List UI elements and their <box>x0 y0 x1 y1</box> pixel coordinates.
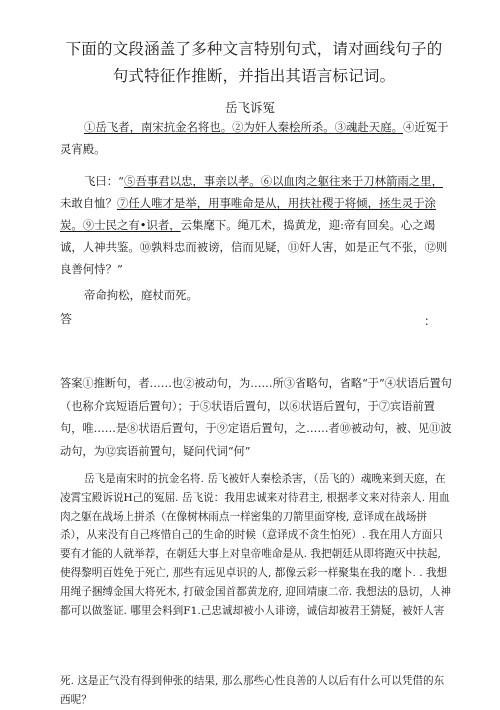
answer-label: 答 <box>60 312 73 326</box>
sentence-5: ⑤吾事君以忠，事亲以孝。 <box>124 174 261 188</box>
translation-text: 岳飞是南宋时的抗金名将. 岳飞被奸人秦桧杀害，（岳飞的）魂晚来到天庭，在凌霄宝殿诉说H己的冤屈. 岳飞说：我用忠诚来对待君主, 根据孝文来对待亲人. 用血肉之躯在战场上拼杀（在像树林雨点一样密集的刀箭里面穿梭, 意译成在战场拼杀），从来没有自己疼惜自己的生命的时候（意译成不贪生怕死）. 我在用人方面只要有才能的人就举荐，在朝廷大事上对皇帝唯命是从. 我把朝廷从即将跑灭中扶起, 使得黎明百姓免于死亡, 那些有远见卓识的人, 都像云彩一样聚集在我的麾卜. . 我想用绳子捆缚金国大将死木, 打破金国首都黄龙府, 迎回靖康二帝. 我想法的恳切，人神都可以做鉴证. 哪里会料到F1.己忠诚却被小人诽谤，诚信却被君王猜疑，被奸人害 <box>60 473 451 617</box>
question-title: 下面的文段涵盖了多种文言特别句式，请对画线句子的句式特征作推断，并指出其语言标记词。 <box>65 40 443 85</box>
paragraph-2: 飞曰：“⑤吾事君以忠，事亲以孝。⑥以血肉之躯往来于刀林箭雨之里，未敢自恤？⑦任人唯才是举，用事唯命是从，用扶社稷于将倾，拯生灵于涂炭。⑨士民之有•识者，云集麾下。绳兀术，捣黄龙，迎:帝有回矣。心之竭诚，人神共鉴。⑩孰料忠而被谤，信而见疑，⑪奸人害，如是正气不张，⑫则良善何恃？” <box>60 174 448 276</box>
translation-end: 死. 这是正气没有得到伸张的结果, 那么那些心性良善的人以后有什么可以凭借的东西呢？ <box>60 675 445 706</box>
answer-text: 答案①推断句，者……也②被动句，为……所③省略句，省略“于”④状语后置句（也称介宾短语后置句）；于⑤状语后置句，以⑥状语后置句，于⑦宾语前置句，唯……是⑧状语后置句，于⑨定语后置句，之……者⑩被动句，被、见⑪波动句，为⑫宾语前置句，疑问代词“何” <box>60 377 452 458</box>
passage-title: 岳飞诉冤 <box>224 100 275 115</box>
sentence-8: 拯生灵于涂炭。 <box>60 196 436 232</box>
paragraph-1 <box>60 116 450 160</box>
answer-colon: ： <box>424 314 437 328</box>
sentence-1: ①岳飞者，南宋抗金名将也。 <box>84 120 233 134</box>
sentence-6: ⑥以血肉之躯往来于刀林箭雨之里， <box>260 174 443 188</box>
sentence-2: ②为奸人秦桧所杀。 <box>232 120 335 134</box>
sentence-3: ③魂赴天庭。 <box>334 120 403 134</box>
sentence-7: ⑦任人唯才是举，用事唯命是从，用扶社稷于将倾， <box>116 196 379 210</box>
paragraph-3: 帝命拘松，庭杖而死。 <box>84 288 198 302</box>
sentence-9: ⑨士民之有•识者， <box>82 218 181 232</box>
sentence-4: ④近冤于灵宵殿。 <box>60 120 449 156</box>
